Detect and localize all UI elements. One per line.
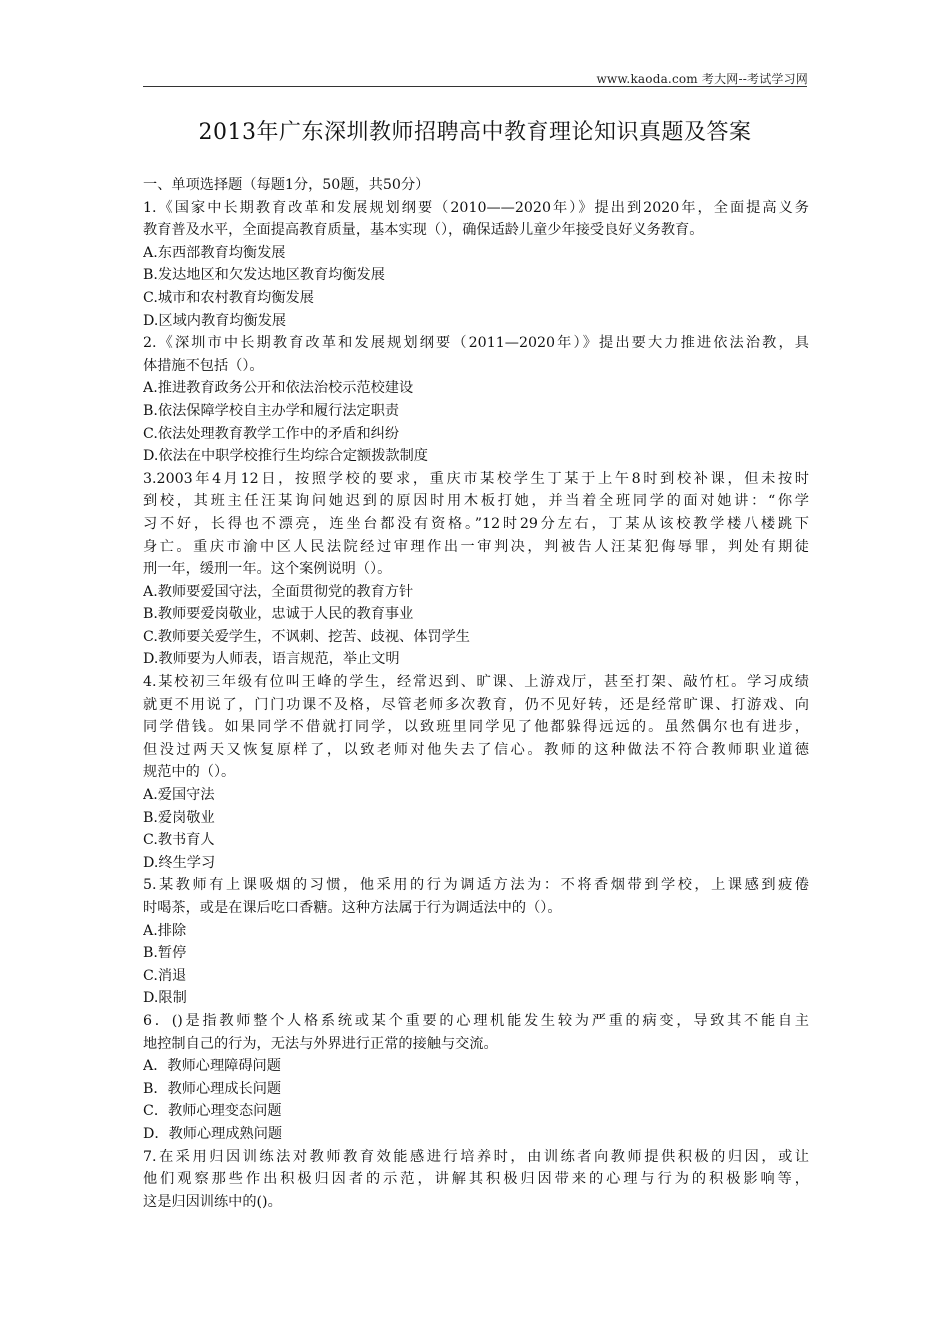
text-line: 这是归因训练中的()。 — [143, 1193, 282, 1210]
text-line: 5.某教师有上课吸烟的习惯，他采用的行为调适方法为：不将香烟带到学校，上课感到疲倦 — [143, 877, 809, 894]
header-divider — [143, 86, 807, 87]
header-site-text: www.kaoda.com 考大网--考试学习网 — [596, 72, 808, 86]
text-line: B.暂停 — [143, 945, 187, 962]
text-line: 他们观察那些作出积极归因者的示范，讲解其积极归因带来的心理与行为的积极影响等， — [143, 1171, 809, 1188]
text-line: C.城市和农村教育均衡发展 — [143, 289, 314, 306]
text-line: A.教师要爱国守法，全面贯彻党的教育方针 — [143, 583, 414, 600]
text-line: D.终生学习 — [143, 854, 216, 871]
text-line: C.教师要关爱学生，不讽刺、挖苦、歧视、体罚学生 — [143, 628, 470, 645]
text-line: 1.《国家中长期教育改革和发展规划纲要（2010——2020年）》提出到2020年，全面提高义务 — [143, 199, 809, 216]
text-line: 教育普及水平，全面提高教育质量，基本实现（），确保适龄儿童少年接受良好义务教育。 — [143, 222, 704, 239]
text-line: B.教师要爱岗敬业，忠诚于人民的教育事业 — [143, 606, 414, 623]
text-line: 习不好，长得也不漂亮，连坐台都没有资格。”12时29分左右，丁某从该校教学楼八楼跳下 — [143, 515, 809, 532]
text-line: B.依法保障学校自主办学和履行法定职责 — [143, 402, 400, 419]
text-line: 同学借钱。如果同学不借就打同学，以致班里同学见了他都躲得远远的。虽然偶尔也有进步， — [143, 719, 809, 736]
text-line: A．教师心理障碍问题 — [143, 1058, 281, 1075]
text-line: A.排除 — [143, 922, 187, 939]
text-line: 到校，其班主任汪某询问她迟到的原因时用木板打她，并当着全班同学的面对她讲：“你学 — [143, 493, 809, 510]
text-line: A.爱国守法 — [143, 787, 215, 804]
text-line: B．教师心理成长问题 — [143, 1080, 282, 1097]
text-line: C.教书育人 — [143, 832, 215, 849]
text-line: 规范中的（）。 — [143, 764, 236, 781]
text-line: 4.某校初三年级有位叫王峰的学生，经常迟到、旷课、上游戏厅，甚至打架、敲竹杠。学习成绩 — [143, 674, 809, 691]
text-line: 身亡。重庆市渝中区人民法院经过审理作出一审判决，判被告人汪某犯侮辱罪，判处有期徒 — [143, 538, 809, 555]
text-line: 时喝茶，或是在课后吃口香糖。这种方法属于行为调适法中的（）。 — [143, 900, 562, 916]
text-line: 地控制自己的行为，无法与外界进行正常的接触与交流。 — [143, 1035, 498, 1052]
text-line: C.依法处理教育教学工作中的矛盾和纠纷 — [143, 425, 400, 442]
text-line: A.推进教育政务公开和依法治校示范校建设 — [143, 380, 414, 397]
text-line: 体措施不包括（）。 — [143, 357, 264, 374]
text-line: A.东西部教育均衡发展 — [143, 244, 286, 261]
document-body — [143, 174, 809, 1213]
text-line: 但没过两天又恢复原样了，以致老师对他失去了信心。教师的这种做法不符合教师职业道德 — [143, 741, 809, 758]
document-title: 2013年广东深圳教师招聘高中教育理论知识真题及答案 — [198, 120, 752, 145]
text-line: D.区域内教育均衡发展 — [143, 312, 287, 329]
text-line: 3.2003年4月12日，按照学校的要求，重庆市某校学生丁某于上午8时到校补课，但未按时 — [143, 470, 809, 487]
text-line: D.依法在中职学校推行生均综合定额拨款制度 — [143, 448, 428, 465]
text-line: C.消退 — [143, 967, 187, 984]
text-line: C．教师心理变态问题 — [143, 1103, 282, 1120]
text-line: 就更不用说了，门门功课不及格，尽管老师多次教育，仍不见好转，还是经常旷课、打游戏、向 — [143, 696, 809, 713]
text-line: D.限制 — [143, 990, 187, 1007]
text-line: 6．()是指教师整个人格系统或某个重要的心理机能发生较为严重的病变，导致其不能自主 — [143, 1012, 809, 1029]
text-line: D.教师要为人师表，语言规范，举止文明 — [143, 651, 400, 668]
text-line: 7.在采用归因训练法对教师教育效能感进行培养时，由训练者向教师提供积极的归因，或让 — [143, 1148, 809, 1165]
text-line: B.爱岗敬业 — [143, 809, 215, 826]
text-line: 一、单项选择题（每题1分，50题，共50分） — [143, 177, 430, 193]
text-line: D．教师心理成熟问题 — [143, 1125, 283, 1142]
text-line: B.发达地区和欠发达地区教育均衡发展 — [143, 267, 385, 284]
text-line: 刑一年，缓刑一年。这个案例说明（）。 — [143, 561, 392, 578]
text-line: 2.《深圳市中长期教育改革和发展规划纲要（2011—2020年）》提出要大力推进依法治教，具 — [143, 335, 809, 352]
